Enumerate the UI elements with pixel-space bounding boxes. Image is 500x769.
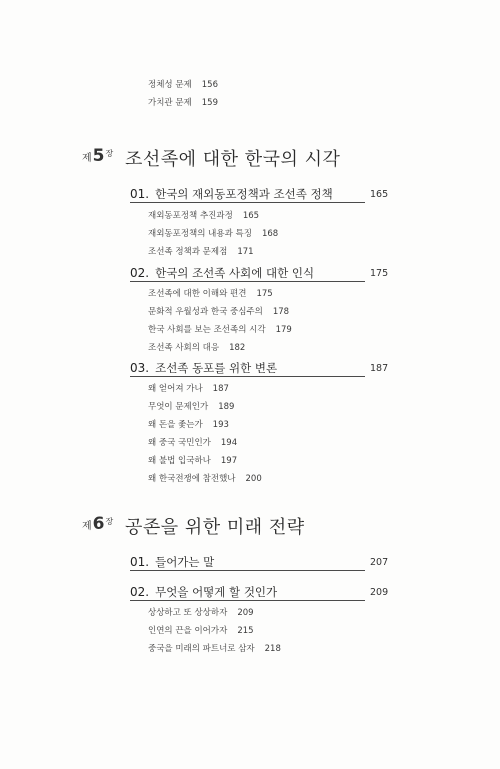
section-underline [130, 600, 365, 601]
toc-entry: 왜 불법 입국하나 197 [148, 456, 238, 466]
toc-entry: 인연의 끈을 이어가자 215 [148, 626, 254, 636]
section-underline [130, 570, 365, 571]
section-page: 207 [370, 557, 389, 568]
section-page: 165 [370, 189, 389, 200]
toc-entry: 조선족 정책과 문제점 171 [148, 247, 254, 257]
section-page: 209 [370, 587, 389, 598]
section-title: 01. 한국의 재외동포정책과 조선족 정책 [130, 187, 333, 201]
toc-entry [148, 96, 218, 108]
toc-entry: 왜 한국전쟁에 참전했나 200 [148, 474, 262, 484]
toc-entry: 왜 돈을 좇는가 193 [148, 420, 229, 430]
toc-entry: 왜 얻어져 가나 187 [148, 384, 229, 394]
toc-entry: 중국을 미래의 파트너로 삼자 218 [148, 644, 281, 654]
section-title: 02. 무엇을 어떻게 할 것인가 [130, 585, 278, 599]
toc-entry: 문화적 우월성과 한국 중심주의 178 [148, 307, 290, 317]
chapter-5-title: 조선족에 대한 한국의 시각 [125, 149, 341, 170]
toc-entry: 한국 사회를 보는 조선족의 시각 179 [148, 325, 292, 335]
toc-entry: 재외동포정책의 내용과 특징 168 [148, 229, 279, 239]
toc-entry [148, 78, 218, 90]
toc-entry: 재외동포정책 추진과정 165 [148, 211, 260, 221]
section-underline [130, 376, 365, 377]
section-title: 01. 들어가는 말 [130, 555, 215, 569]
toc-entry: 상상하고 또 상상하자 209 [148, 608, 254, 618]
section-underline [130, 202, 365, 203]
chapter-5-label: 제$5^장$ [82, 146, 114, 166]
section-page: 187 [370, 363, 389, 374]
chapter-6-label: 제$6^장$ [82, 514, 114, 534]
section-page: 175 [370, 268, 389, 279]
chapter-6-title: 공존을 위한 미래 전략 [125, 517, 305, 538]
section-underline [130, 281, 365, 282]
toc-entry: 조선족에 대한 이해와 편견 175 [148, 289, 273, 299]
toc-entry-title: 정체성 문제 [148, 80, 192, 90]
toc-entry: 왜 중국 국민인가 194 [148, 438, 238, 448]
section-title: 02. 한국의 조선족 사회에 대한 인식 [130, 266, 315, 280]
toc-entry-page: 156 [201, 80, 218, 90]
toc-entry: 무엇이 문제인가 189 [148, 402, 235, 412]
section-title: 03. 조선족 동포를 위한 변론 [130, 361, 278, 375]
toc-entry-title: 가치관 문제 [148, 98, 192, 108]
toc-entry-page: 159 [201, 98, 218, 108]
toc-entry: 조선족 사회의 대응 182 [148, 343, 246, 353]
